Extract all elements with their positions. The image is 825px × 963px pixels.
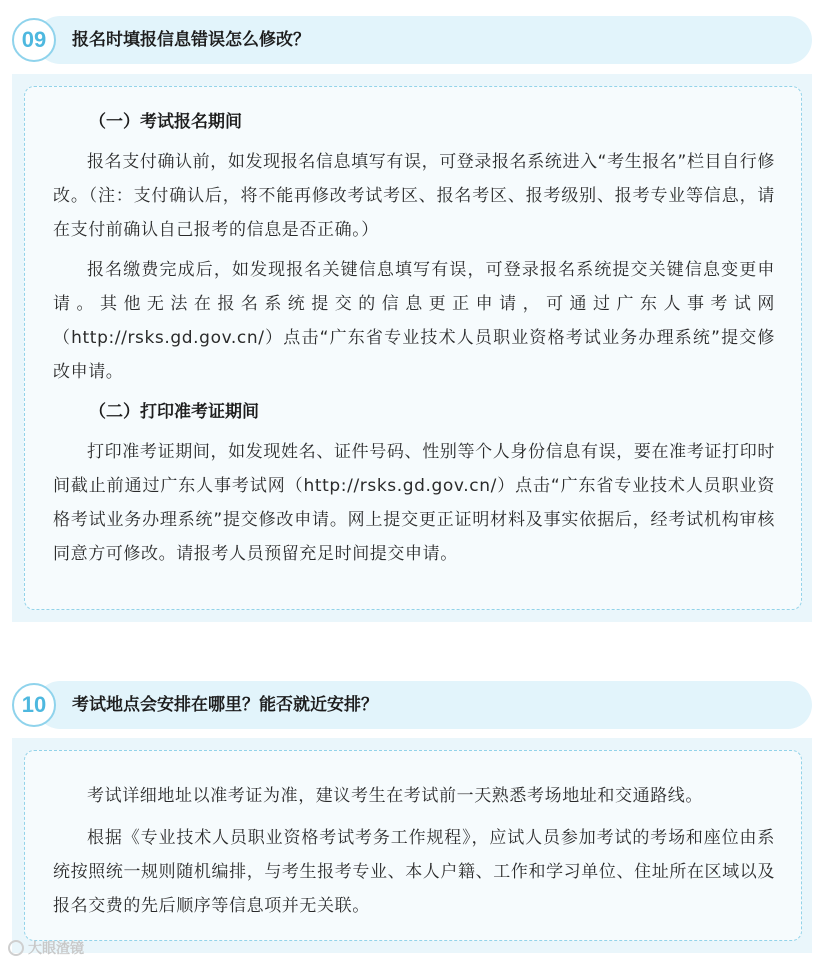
answer-paragraph: 报名支付确认前，如发现报名信息填写有误，可登录报名系统进入“考生报名”栏目自行修改。（注：支付确认后，将不能再修改考试考区、报名考区、报考级别、报考专业等信息，请在支付前确认自己报考的信息是否正确。） — [53, 152, 775, 240]
answer-card — [24, 86, 802, 610]
subsection-heading: （二）打印准考证期间 — [89, 402, 259, 422]
question-header-10 — [12, 681, 812, 729]
weibo-logo-icon — [8, 940, 24, 956]
question-title: 报名时填报信息错误怎么修改？ — [72, 30, 310, 50]
answer-panel-09 — [12, 74, 812, 622]
answer-panel-10 — [12, 738, 812, 953]
answer-paragraph: 根据《专业技术人员职业资格考试考务工作规程》，应试人员参加考试的考场和座位由系统按照统一规则随机编排，与考生报考专业、本人户籍、工作和学习单位、住址所在区域以及报名交费的先后顺序等信息项并无关联。 — [53, 828, 775, 916]
answer-paragraph: 打印准考证期间，如发现姓名、证件号码、性别等个人身份信息有误，要在准考证打印时间截止前通过广东人事考试网（http://rsks.gd.gov.cn/）点击“广东省专业技术人员职业资格考试业务办理系统”提交修改申请。网上提交更正证明材料及事实依据后，经考试机构审核同意方可修改。请报考人员预留充足时间提交申请。 — [53, 442, 775, 564]
answer-paragraph: 报名缴费完成后，如发现报名关键信息填写有误，可登录报名系统提交关键信息变更申请。其他无法在报名系统提交的信息更正申请，可通过广东人事考试网（http://rsks.gd.gov.cn/）点击“广东省专业技术人员职业资格考试业务办理系统”提交修改申请。 — [53, 260, 775, 382]
question-title: 考试地点会安排在哪里？能否就近安排？ — [72, 695, 378, 715]
subsection-heading: （一）考试报名期间 — [89, 112, 242, 132]
answer-card — [24, 750, 802, 941]
question-header-09 — [12, 16, 812, 64]
question-number-badge: 09 — [12, 18, 56, 62]
watermark — [8, 938, 84, 958]
question-number-badge: 10 — [12, 683, 56, 727]
answer-paragraph: 考试详细地址以准考证为准，建议考生在考试前一天熟悉考场地址和交通路线。 — [87, 786, 703, 806]
watermark-text: 大眼渣镜 — [28, 941, 84, 957]
